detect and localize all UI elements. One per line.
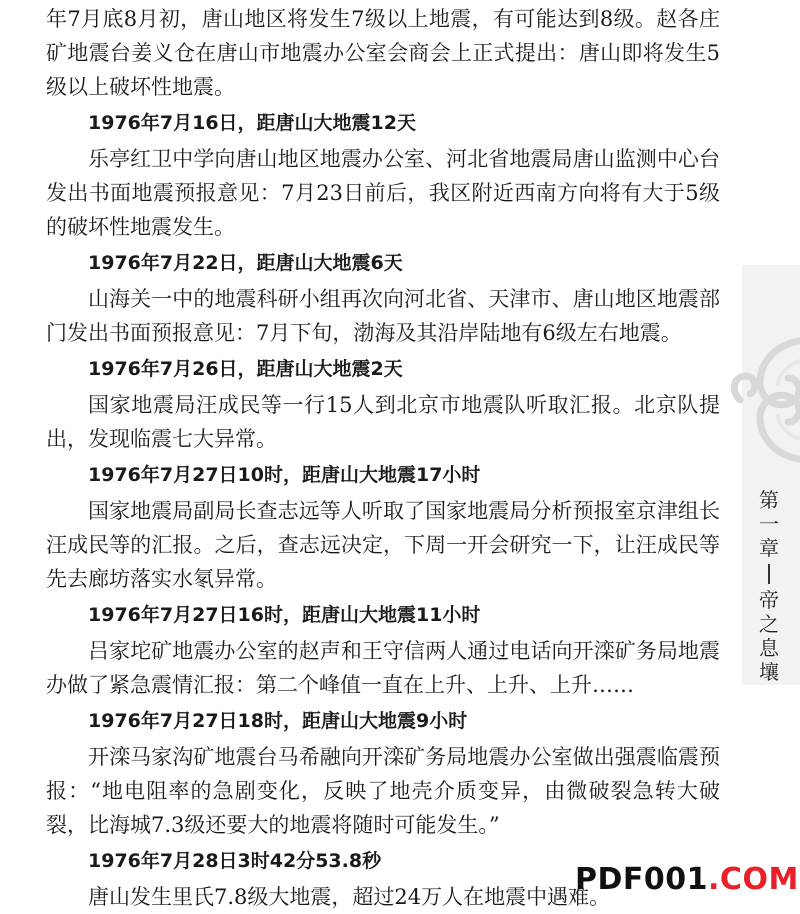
chapter-title-char: 帝 bbox=[759, 588, 779, 612]
chapter-char: 第 bbox=[759, 488, 779, 512]
chapter-title-char: 之 bbox=[759, 612, 779, 636]
chapter-label bbox=[752, 488, 786, 684]
chapter-title-char: 息 bbox=[759, 636, 779, 660]
section-heading: 1976年7月27日10时，距唐山大地震17小时 bbox=[88, 464, 481, 486]
paragraph: 开滦马家沟矿地震台马希融向开滦矿务局地震办公室做出强震临震预报：“地电阻率的急剧变化，反映了地壳介质变异，由微破裂急转大破裂，比海城7.3级还要大的地震将随时可能发生。” bbox=[46, 745, 720, 837]
paragraph: 乐亭红卫中学向唐山地区地震办公室、河北省地震局唐山监测中心台发出书面地震预报意见：7月23日前后，我区附近西南方向将有大于5级的破坏性地震发生。 bbox=[46, 147, 720, 239]
section-heading: 1976年7月27日18时，距唐山大地震9小时 bbox=[88, 710, 468, 732]
paragraph: 年7月底8月初，唐山地区将发生7级以上地震，有可能达到8级。赵各庄矿地震台姜义仓在唐山市地震办公室会商会上正式提出：唐山即将发生5级以上破坏性地震。 bbox=[46, 7, 720, 99]
paragraph: 国家地震局副局长查志远等人听取了国家地震局分析预报室京津组长汪成民等的汇报。之后，查志远决定，下周一开会研究一下，让汪成民等先去廊坊落实水氡异常。 bbox=[46, 499, 720, 591]
chapter-char: 章 bbox=[759, 536, 779, 560]
section-heading: 1976年7月26日，距唐山大地震2天 bbox=[88, 358, 403, 380]
chapter-char: 一 bbox=[759, 512, 779, 536]
section-heading: 1976年7月16日，距唐山大地震12天 bbox=[88, 112, 416, 134]
section-heading: 1976年7月27日16时，距唐山大地震11小时 bbox=[88, 604, 481, 626]
paragraph: 唐山发生里氏7.8级大地震，超过24万人在地震中遇难。 bbox=[88, 885, 611, 909]
paragraph: 国家地震局汪成民等一行15人到北京市地震队听取汇报。北京队提出，发现临震七大异常。 bbox=[46, 393, 720, 451]
paragraph: 吕家坨矿地震办公室的赵声和王守信两人通过电话向开滦矿务局地震办做了紧急震情汇报：第二个峰值一直在上升、上升、上升…… bbox=[46, 639, 720, 697]
watermark-suffix: COM bbox=[719, 862, 799, 897]
chapter-title-char: 壤 bbox=[759, 660, 779, 684]
chapter-divider bbox=[768, 564, 770, 584]
cloud-ornament-icon bbox=[720, 320, 800, 480]
paragraph: 山海关一中的地震科研小组再次向河北省、天津市、唐山地区地震部门发出书面预报意见：7月下旬，渤海及其沿岸陆地有6级左右地震。 bbox=[46, 287, 720, 345]
watermark-dot: . bbox=[708, 862, 720, 897]
section-heading: 1976年7月28日3时42分53.8秒 bbox=[88, 850, 382, 872]
site-watermark bbox=[575, 862, 799, 897]
section-heading: 1976年7月22日，距唐山大地震6天 bbox=[88, 252, 403, 274]
watermark-main: PDF001 bbox=[575, 862, 709, 897]
